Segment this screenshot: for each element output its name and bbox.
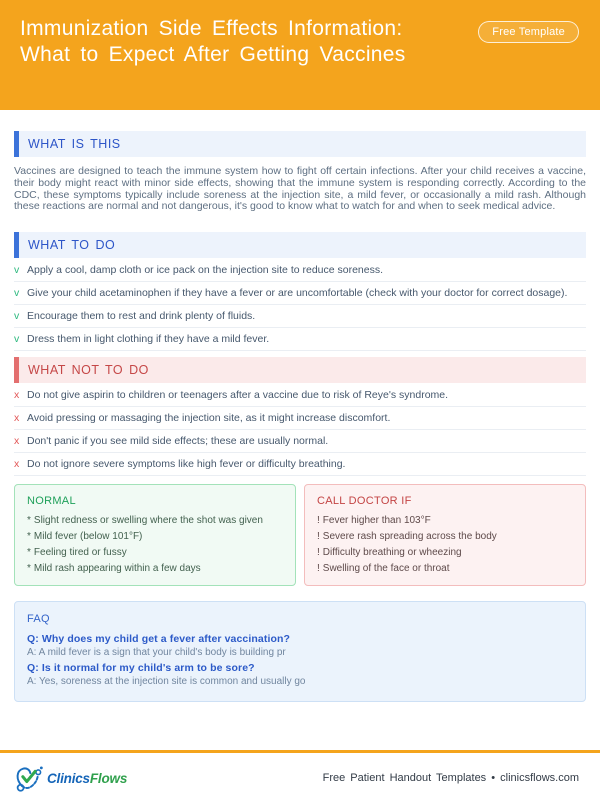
asterisk-marker: * [27,563,31,575]
page-header [0,0,600,110]
logo-text-flows: Flows [89,770,128,786]
box-item-text: Severe rash spreading across the body [322,531,497,543]
list-item [14,282,586,305]
box-item [317,561,573,577]
what-to-do-list [14,259,586,351]
cross-icon: x [14,458,20,471]
asterisk-marker: * [27,547,31,559]
list-item-text: Apply a cool, damp cloth or ice pack on the injection site to reduce soreness. [27,264,384,277]
cross-icon: x [14,435,20,448]
footer-note: Free Patient Handout Templates • clinicsflows.com [322,772,579,784]
list-item [14,384,586,407]
box-item-text: Swelling of the face or throat [322,563,450,575]
box-item [27,513,283,529]
clinicsflows-logo [14,762,127,794]
list-item-text: Avoid pressing or massaging the injection site, as it might increase discomfort. [27,412,391,425]
section-title: WHAT TO DO [28,238,116,253]
asterisk-marker: * [27,515,31,527]
stethoscope-heart-icon [14,762,44,794]
free-template-badge[interactable]: Free Template [478,21,579,43]
faq-answer: A: A mild fever is a sign that your child's body is building pr [27,647,286,659]
faq-question: Q: Why does my child get a fever after vaccination? [27,633,291,646]
faq-question: Q: Is it normal for my child's arm to be sore? [27,662,255,675]
normal-box [14,484,296,586]
page-title-line-2: What to Expect After Getting Vaccines [20,43,406,66]
list-item [14,430,586,453]
exclamation-marker: ! [317,563,320,575]
list-item [14,305,586,328]
call-doctor-box [304,484,586,586]
box-item [317,545,573,561]
section-header-what-not-to-do [14,357,586,383]
list-item [14,453,586,476]
faq-title: FAQ [27,613,50,626]
main-content [0,131,600,702]
box-item-text: Slight redness or swelling where the shot was given [33,515,263,527]
page-title-line-1: Immunization Side Effects Information: [20,17,403,40]
cross-icon: x [14,389,20,402]
section-title: WHAT NOT TO DO [28,363,149,378]
box-item-text: Mild fever (below 101°F) [33,531,143,543]
check-icon: v [14,287,20,300]
box-item [27,561,283,577]
box-item-text: Fever higher than 103°F [322,515,431,527]
box-item [27,545,283,561]
list-item-text: Do not give aspirin to children or teenagers after a vaccine due to risk of Reye's syndrome. [27,389,449,402]
box-item-text: Mild rash appearing within a few days [33,563,201,575]
section-title: WHAT IS THIS [28,137,121,151]
list-item-text: Encourage them to rest and drink plenty of fluids. [27,310,256,323]
call-doctor-box-title: CALL DOCTOR IF [317,495,412,508]
logo-text-clinics: Clinics [47,770,90,786]
check-icon: v [14,264,20,277]
box-item [317,513,573,529]
check-icon: v [14,333,20,346]
exclamation-marker: ! [317,515,320,527]
list-item [14,407,586,430]
what-not-to-do-list [14,384,586,476]
intro-paragraph: Vaccines are designed to teach the immune system how to fight off certain infections. After your child receives a vaccine, their body might react with minor side effects, showing that the immune system is responding correctly. According to the CDC, these symptoms typically include soreness at the injection site, a mild fever, or occasionally a mild rash. Although these reactions are normal and not dangerous, it's good to know what to watch for and when to seek medical advice. [14,165,586,213]
list-item-text: Dress them in light clothing if they have a mild fever. [27,333,270,346]
box-item-text: Feeling tired or fussy [33,547,127,559]
exclamation-marker: ! [317,547,320,559]
list-item-text: Don't panic if you see mild side effects; these are usually normal. [27,435,329,448]
list-item [14,328,586,351]
normal-box-title: NORMAL [27,495,76,508]
list-item [14,259,586,282]
faq-answer: A: Yes, soreness at the injection site is common and usually go [27,676,306,688]
logo-wordmark [47,771,127,786]
info-boxes-row [14,484,586,586]
check-icon: v [14,310,20,323]
list-item-text: Give your child acetaminophen if they have a fever or are uncomfortable (check with your doctor for correct dosage). [27,287,568,300]
box-item [27,529,283,545]
exclamation-marker: ! [317,531,320,543]
cross-icon: x [14,412,20,425]
faq-box [14,601,586,702]
box-item [317,529,573,545]
list-item-text: Do not ignore severe symptoms like high fever or difficulty breathing. [27,458,346,471]
asterisk-marker: * [27,531,31,543]
page-footer [0,750,600,794]
section-header-what-is-this [14,131,586,157]
box-item-text: Difficulty breathing or wheezing [322,547,462,559]
section-header-what-to-do [14,232,586,258]
